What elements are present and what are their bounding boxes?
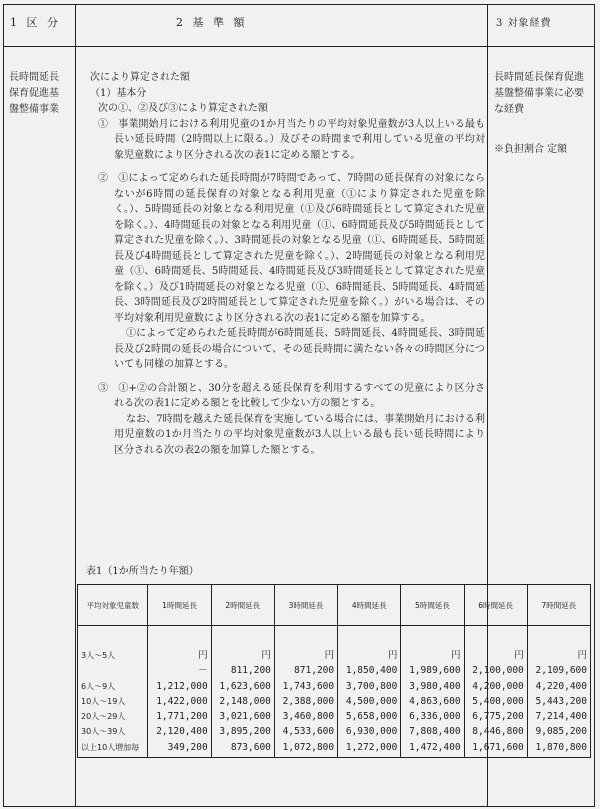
amount-cell: 1,272,000 bbox=[338, 740, 401, 758]
amount-cell: 1,870,800 bbox=[527, 740, 590, 758]
amount-cell: 5,400,000 bbox=[464, 694, 527, 709]
row-label-cell: 10人～19人 bbox=[78, 694, 148, 709]
table-header-row bbox=[78, 585, 591, 626]
basic-subheading: 次の①、②及び③により算定された額 bbox=[98, 103, 268, 114]
standard-amount-text bbox=[82, 70, 485, 458]
basic-heading: （1）基本分 bbox=[90, 87, 147, 99]
amount-cell: 2,388,000 bbox=[274, 694, 337, 709]
table-header-cell: 2時間延長 bbox=[211, 585, 274, 626]
category-line: 長時間延長 bbox=[9, 72, 59, 83]
table-row bbox=[78, 679, 591, 694]
amount-cell: 4,200,000 bbox=[464, 679, 527, 694]
column-divider bbox=[75, 5, 76, 806]
amount-cell: 円 1,850,400 bbox=[338, 626, 401, 679]
amount-cell: 円 2,100,000 bbox=[464, 626, 527, 679]
header-divider bbox=[4, 46, 594, 47]
table-row bbox=[78, 694, 591, 709]
table-header-cell: 5時間延長 bbox=[401, 585, 464, 626]
amount-cell: 7,214,400 bbox=[527, 709, 590, 724]
table-row bbox=[78, 709, 591, 724]
amount-cell: 1,212,000 bbox=[148, 679, 211, 694]
column-header-eligible-expenses: 3 対象経費 bbox=[496, 18, 552, 29]
item-1-paragraph: ① 事業開始月における利用児童の1か月当たりの平均対象児童数が3人以上いる最も長い延長時間（2時間以上に限る。）及びその時間まで利用している児童の平均対象児童数により区分される次の表1に定める額とする。 bbox=[98, 118, 485, 161]
table-row bbox=[78, 724, 591, 739]
table-header-cell: 1時間延長 bbox=[148, 585, 211, 626]
amount-cell: 4,533,600 bbox=[274, 724, 337, 739]
row-label-cell: 以上10人増加毎 bbox=[78, 740, 148, 758]
amount-cell: 5,443,200 bbox=[527, 694, 590, 709]
amount-cell: 1,743,600 bbox=[274, 679, 337, 694]
amount-cell: 1,671,600 bbox=[464, 740, 527, 758]
category-line: 盤整備事業 bbox=[9, 104, 59, 115]
amount-cell: 6,775,200 bbox=[464, 709, 527, 724]
column-header-standard-amount: 2 基 準 額 bbox=[176, 16, 248, 29]
item-3-paragraph: ③ ①+②の合計額と、30分を超える延長保育を利用するすべての児童により区分される次の表1に定める額とを比較して少ない方の額とする。 bbox=[98, 382, 485, 409]
table-header-cell: 6時間延長 bbox=[464, 585, 527, 626]
table-header-cell: 3時間延長 bbox=[274, 585, 337, 626]
amount-cell: 1,072,800 bbox=[274, 740, 337, 758]
row-label-cell: 20人～29人 bbox=[78, 709, 148, 724]
amount-cell: 1,623,600 bbox=[211, 679, 274, 694]
table-header-cell: 7時間延長 bbox=[527, 585, 590, 626]
target-line: 長時間延長保育促進 bbox=[494, 72, 584, 83]
category-cell bbox=[9, 70, 73, 118]
amount-cell: 6,930,000 bbox=[338, 724, 401, 739]
category-line: 保育促進基 bbox=[9, 88, 59, 99]
eligible-expenses-cell bbox=[494, 70, 588, 158]
row-label-cell: 30人～39人 bbox=[78, 724, 148, 739]
amount-cell: 873,600 bbox=[211, 740, 274, 758]
table-header-cell: 4時間延長 bbox=[338, 585, 401, 626]
amount-cell: 4,220,400 bbox=[527, 679, 590, 694]
amount-cell: 3,980,400 bbox=[401, 679, 464, 694]
row-label-cell: 6人～9人 bbox=[78, 679, 148, 694]
amount-cell: 6,336,000 bbox=[401, 709, 464, 724]
burden-ratio-note: ※負担割合 定額 bbox=[494, 144, 568, 155]
table-1-amounts bbox=[77, 584, 591, 758]
amount-cell: 円 2,109,600 bbox=[527, 626, 590, 679]
table-1-caption: 表1（1か所当たり年額） bbox=[86, 566, 199, 577]
amount-cell: 円 1,989,600 bbox=[401, 626, 464, 679]
intro-line: 次により算定された額 bbox=[90, 72, 190, 83]
amount-cell: 4,500,000 bbox=[338, 694, 401, 709]
row-label-cell: 3人～5人 bbox=[78, 626, 148, 679]
amount-cell: 3,700,800 bbox=[338, 679, 401, 694]
amount-cell: 5,658,000 bbox=[338, 709, 401, 724]
amount-cell: 円 811,200 bbox=[211, 626, 274, 679]
table-row bbox=[78, 626, 591, 679]
item-3-note-paragraph: なお、7時間を越えた延長保育を実施している場合には、事業開始月における利用児童数の1か月当たりの平均対象児童数が3人以上いる最も長い延長時間により区分される次の表2の額を加算した額とする。 bbox=[114, 413, 485, 456]
table-1-body bbox=[78, 626, 591, 758]
target-line: な経費 bbox=[494, 104, 524, 115]
amount-cell: 9,085,200 bbox=[527, 724, 590, 739]
table-header-cell: 平均対象児童数 bbox=[78, 585, 148, 626]
amount-cell: 3,021,600 bbox=[211, 709, 274, 724]
amount-cell: 円 － bbox=[148, 626, 211, 679]
amount-cell: 1,422,000 bbox=[148, 694, 211, 709]
item-2-note-paragraph: ①によって定められた延長時間が6時間延長、5時間延長、4時間延長、3時間延長及び2時間の延長の場合について、その延長時間に満たない各々の時間区分についても同様の加算とする。 bbox=[114, 328, 485, 370]
amount-cell: 1,771,200 bbox=[148, 709, 211, 724]
amount-cell: 349,200 bbox=[148, 740, 211, 758]
amount-cell: 4,863,600 bbox=[401, 694, 464, 709]
amount-cell: 7,808,400 bbox=[401, 724, 464, 739]
amount-cell: 1,472,400 bbox=[401, 740, 464, 758]
item-2-paragraph: ② ①によって定められた延長時間が7時間であって、7時間の延長保育の対象にならないが6時間の延長保育の対象となる利用児童（①により算定された児童を除く。）、5時間延長の対象となる利用児童（①及び6時間延長として算定された児童を除く。）、4時間延長の対象となる利用児童（①、6時間延長及び5時間延長として算定された児童を除く。）、3時間延長の対象となる児童（①、6時間延長、5時間延長及び4時間延長として算定された児童を除く。）、2時間延長の対象となる利用児童（①、6時間延長、5時間延長、4時間延長及び3時間延長として算定された児童を除く。）及び1時間延長の対象となる児童（①、6時間延長、5時間延長、4時間延長、3時間延長及び2時間延長として算定された児童を除く。）がいる場合は、その平均対象利用児童数により区分される次の表1に定める額を加算する。 bbox=[98, 173, 485, 324]
amount-cell: 3,895,200 bbox=[211, 724, 274, 739]
table-row bbox=[78, 740, 591, 758]
target-line: 基盤整備事業に必要 bbox=[494, 88, 584, 99]
amount-cell: 3,460,800 bbox=[274, 709, 337, 724]
amount-cell: 2,148,000 bbox=[211, 694, 274, 709]
amount-cell: 円 871,200 bbox=[274, 626, 337, 679]
column-header-category: 1 区 分 bbox=[10, 16, 61, 29]
amount-cell: 8,446,800 bbox=[464, 724, 527, 739]
amount-cell: 2,120,400 bbox=[148, 724, 211, 739]
